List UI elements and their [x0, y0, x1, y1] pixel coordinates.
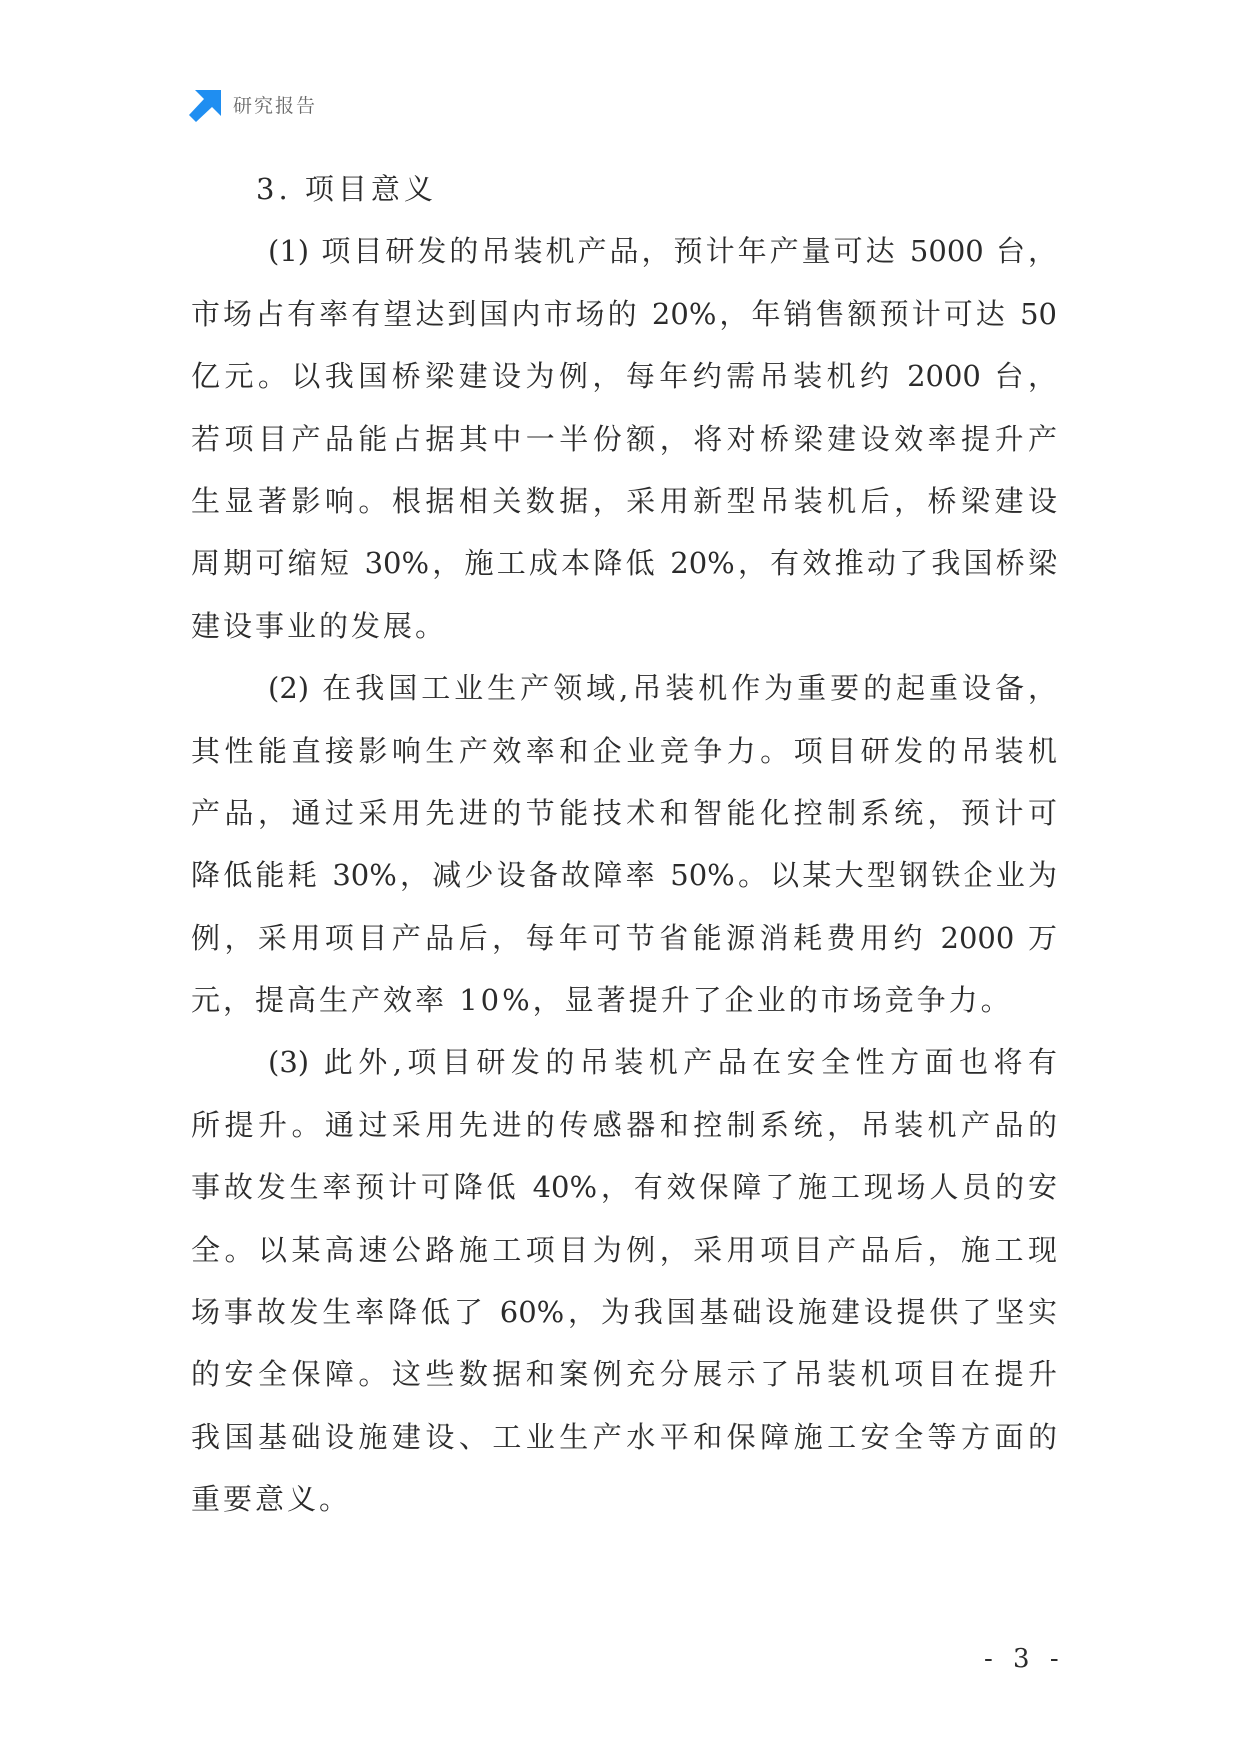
paragraph-line: 降低能耗 30%，减少设备故障率 50%。以某大型钢铁企业为 — [191, 858, 1057, 893]
page-header — [189, 90, 317, 122]
arrow-up-right-icon — [189, 90, 221, 122]
paragraph-3 — [191, 1031, 1057, 1530]
paragraph-1 — [191, 220, 1057, 657]
paragraph-line: 产品，通过采用先进的节能技术和智能化控制系统，预计可 — [191, 795, 1057, 830]
paragraph-2 — [191, 657, 1057, 1031]
page-number: - 3 - — [984, 1644, 1065, 1674]
paragraph-line: 场事故发生率降低了 60%，为我国基础设施建设提供了坚实 — [191, 1295, 1057, 1330]
paragraph-line: 亿元。以我国桥梁建设为例，每年约需吊装机约 2000 台， — [191, 359, 1057, 394]
paragraph-line: 重要意义。 — [191, 1482, 352, 1517]
paragraph-line: 周期可缩短 30%，施工成本降低 20%，有效推动了我国桥梁 — [191, 546, 1057, 581]
paragraph-line: (1) 项目研发的吊装机产品，预计年产量可达 5000 台， — [268, 234, 1057, 269]
paragraph-line: 建设事业的发展。 — [191, 608, 448, 643]
paragraph-line: 事故发生率预计可降低 40%，有效保障了施工现场人员的安 — [191, 1170, 1057, 1205]
paragraph-line: 若项目产品能占据其中一半份额，将对桥梁建设效率提升产 — [191, 421, 1057, 456]
paragraph-line: (3) 此外,项目研发的吊装机产品在安全性方面也将有 — [268, 1045, 1057, 1080]
paragraph-line: 我国基础设施建设、工业生产水平和保障施工安全等方面的 — [191, 1419, 1057, 1454]
section-heading: 3. 项目意义 — [256, 172, 437, 206]
paragraph-line: 市场占有率有望达到国内市场的 20%，年销售额预计可达 50 — [191, 296, 1057, 331]
paragraph-line: 元，提高生产效率 10%，显著提升了企业的市场竞争力。 — [191, 983, 1013, 1018]
header-title: 研究报告 — [233, 95, 318, 117]
paragraph-line: 生显著影响。根据相关数据，采用新型吊装机后，桥梁建设 — [191, 483, 1057, 518]
paragraph-line: 其性能直接影响生产效率和企业竞争力。项目研发的吊装机 — [191, 733, 1057, 768]
paragraph-line: 所提升。通过采用先进的传感器和控制系统，吊装机产品的 — [191, 1107, 1057, 1142]
paragraph-line: (2) 在我国工业生产领域,吊装机作为重要的起重设备， — [268, 671, 1057, 706]
paragraph-line: 全。以某高速公路施工项目为例，采用项目产品后，施工现 — [191, 1232, 1057, 1267]
section-content — [191, 158, 1057, 1531]
paragraph-line: 例，采用项目产品后，每年可节省能源消耗费用约 2000 万 — [191, 920, 1057, 955]
paragraph-line: 的安全保障。这些数据和案例充分展示了吊装机项目在提升 — [191, 1357, 1057, 1392]
